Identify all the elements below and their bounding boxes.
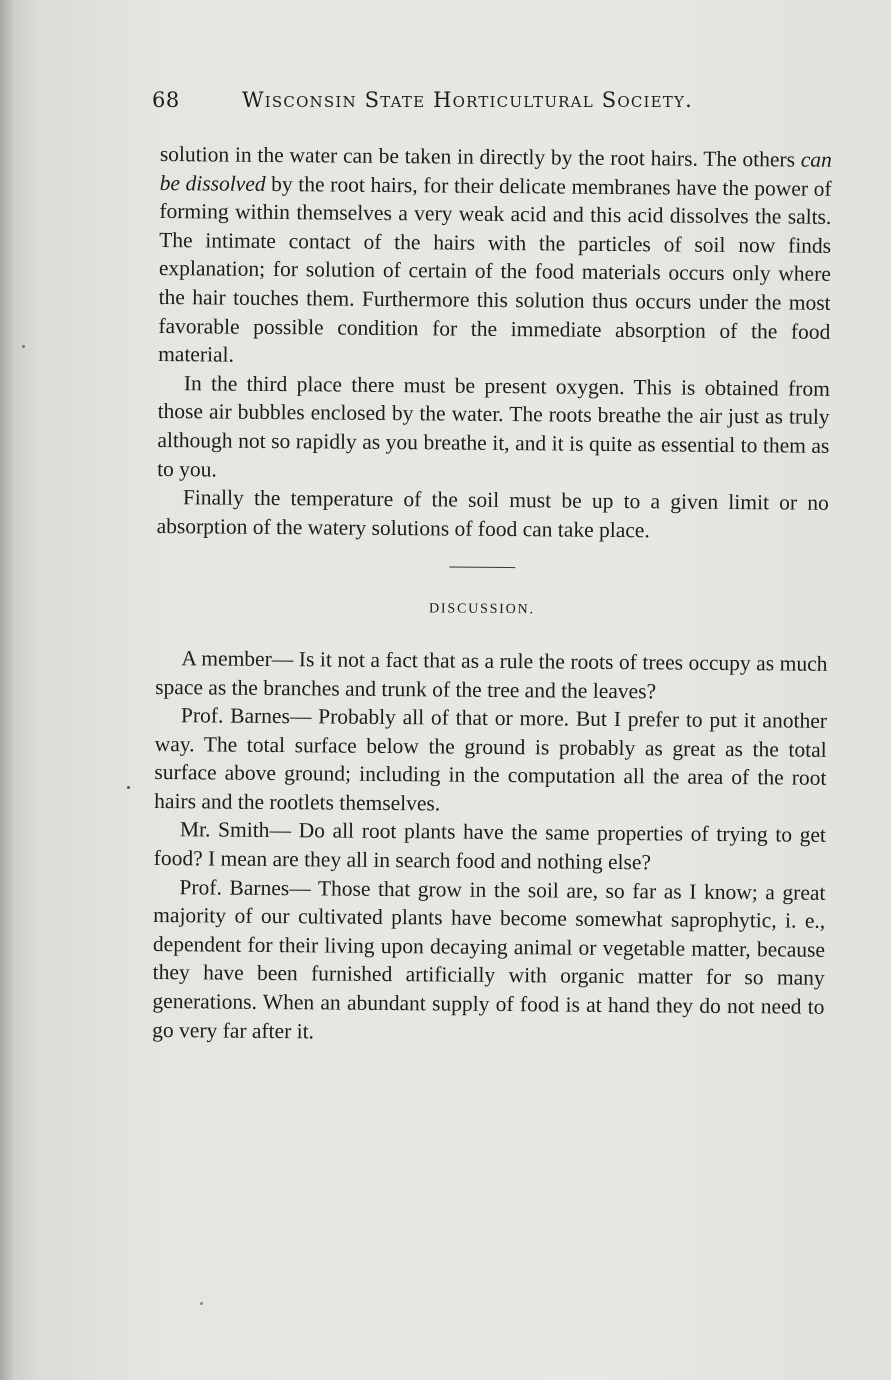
ink-speck (22, 345, 25, 348)
paragraph-temperature: Finally the temperature of the soil must be up to a given limit or no absorption of the watery solutions of food can take place. (156, 485, 829, 543)
speech-text: — Is it not a fact that as a rule the roots of trees occupy as much space as the branches and trunk of the tree and the leaves? (155, 646, 828, 703)
speaker-name: A member (181, 646, 272, 671)
discussion-question-1 (155, 644, 827, 707)
speech-text: — Do all root plants have the same properties of trying to get food? I mean are they all in search food and nothing else? (153, 818, 827, 875)
italic-phrase: can be dissolved (159, 147, 832, 196)
speaker-name: Prof. Barnes (180, 703, 291, 729)
paragraph-oxygen: In the third place there must be present oxygen. This is obtained from those air bubbles enclosed by the water. The roots breathe the air just as truly although not so rapidly as you breathe it, and it is quite as essential to them as to you. (157, 370, 830, 482)
page-body (152, 140, 832, 1050)
ink-speck (200, 1302, 203, 1305)
paragraph-continued (158, 140, 832, 375)
running-head: Wisconsin State Horticultural Society. (242, 88, 693, 112)
discussion-heading: DISCUSSION. (428, 601, 535, 618)
discussion-answer-2 (152, 873, 825, 1050)
speaker-name: Mr. Smith (179, 817, 270, 843)
discussion-answer-1 (154, 701, 827, 821)
speech-text: — Those that grow in the soil are, so far as I know; a great majority of our cultivated plants have become somewhat saprophytic, i. e., dependent for their living upon decaying animal or vegetable matter, because they have been furnished artificially with organic matter for so many generations. When an abundant supply of food is at hand they do not need to go very far after it. (152, 875, 826, 1044)
section-divider (449, 567, 515, 569)
page-header (152, 88, 762, 120)
page-number: 68 (152, 88, 180, 112)
discussion-question-2 (154, 815, 826, 878)
ink-speck (127, 786, 130, 789)
speaker-name: Prof. Barnes (179, 874, 290, 900)
paragraph-text: by the root hairs, for their delicate membranes have the power of forming within themselves a very weak acid and this acid dissolves the salts. The intimate contact of the hairs with the particles of soil now finds explanation; for solution of certain of the food materials occurs only where the hair touches them. Furthermore this solution thus occurs under the most favorable possible condition for the immediate absorption of the food material. (158, 171, 832, 367)
speech-text: — Probably all of that or more. But I prefer to put it another way. The total surface below the ground is probably as great as the total surface above ground; including in the computation all the area of the root hairs and the rootlets themselves. (154, 704, 828, 816)
paragraph-text: solution in the water can be taken in directly by the root hairs. The others (159, 141, 796, 172)
